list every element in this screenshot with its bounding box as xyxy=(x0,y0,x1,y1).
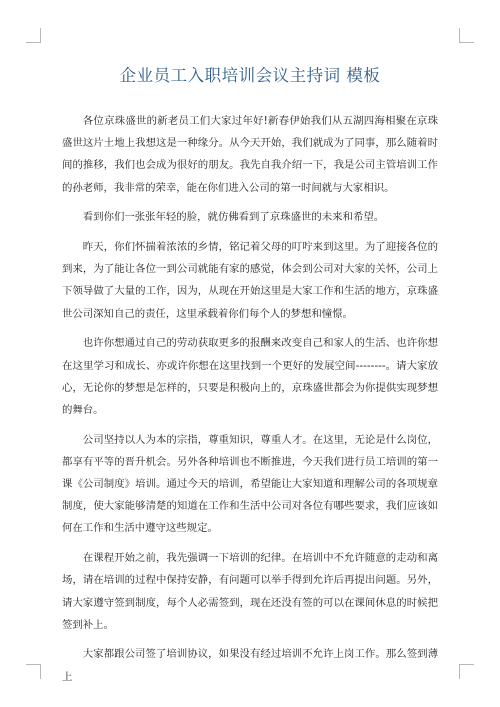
document-title: 企业员工入职培训会议主持词 模板 xyxy=(119,66,381,85)
document-body xyxy=(62,110,438,695)
paragraph-6: 在课程开始之前，我先强调一下培训的纪律。在培训中不允许随意的走动和离场，请在培训的过程中保持安静，有问题可以举手得到允许后再提出问题。另外，请大家遵守签到制度，每个人必需签到，现在还没有签的可以在课间休息的时候把签到补上。 xyxy=(62,552,438,631)
paragraph-4: 也许你想通过自己的劳动获取更多的报酬来改变自己和家人的生活、也许你想在这里学习和成长、亦或许你想在这里找到一个更好的发展空间--------。请大家放心，无论你的梦想是怎样的，只要是积极向上的，京珠盛世都会为你提供实现梦想的舞台。 xyxy=(62,337,438,416)
crop-mark-bottom-left xyxy=(26,664,41,679)
paragraph-2: 看到你们一张张年轻的脸，就仿佛看到了京珠盛世的未来和希望。 xyxy=(82,211,385,224)
paragraph-1: 各位京珠盛世的新老员工们大家过年好!新春伊始我们从五湖四海相聚在京珠盛世这片土地上我想这是一种缘分。从今天开始，我们就成为了同事，那么随着时间的推移，我们也会成为很好的朋友。我先自我介绍一下，我是公司主管培训工作的孙老师，我非常的荣幸，能在你们进入公司的第一时间就与大家相识。 xyxy=(62,115,438,194)
paragraph-7: 大家都跟公司签了培训协议，如果没有经过培训不允许上岗工作。那么签到薄上 xyxy=(62,648,438,683)
crop-mark-top-right xyxy=(459,28,474,43)
paragraph-3: 昨天，你们怀揣着浓浓的乡情，铭记着父母的叮咛来到这里。为了迎接各位的到来，为了能让各位一到公司就能有家的感觉，体会到公司对大家的关怀，公司上下领导做了大量的工作，因为，从现在开始这里是大家工作和生活的地方，京珠盛世公司深知自己的责任，这里承载着你们每个人的梦想和憧憬。 xyxy=(62,241,438,320)
crop-mark-top-left xyxy=(26,28,41,43)
crop-mark-bottom-right xyxy=(459,664,474,679)
paragraph-5: 公司坚持以人为本的宗指，尊重知识，尊重人才。在这里，无论是什么岗位，都享有平等的晋升机会。另外各种培训也不断推进，今天我们进行员工培训的第一课《公司制度》培训。通过今天的培训，希望能让大家知道和理解公司的各项规章制度，使大家能够清楚的知道在工作和生活中公司对各位有哪些要求，我们应该如何在工作和生活中遵守这些规定。 xyxy=(62,433,438,535)
